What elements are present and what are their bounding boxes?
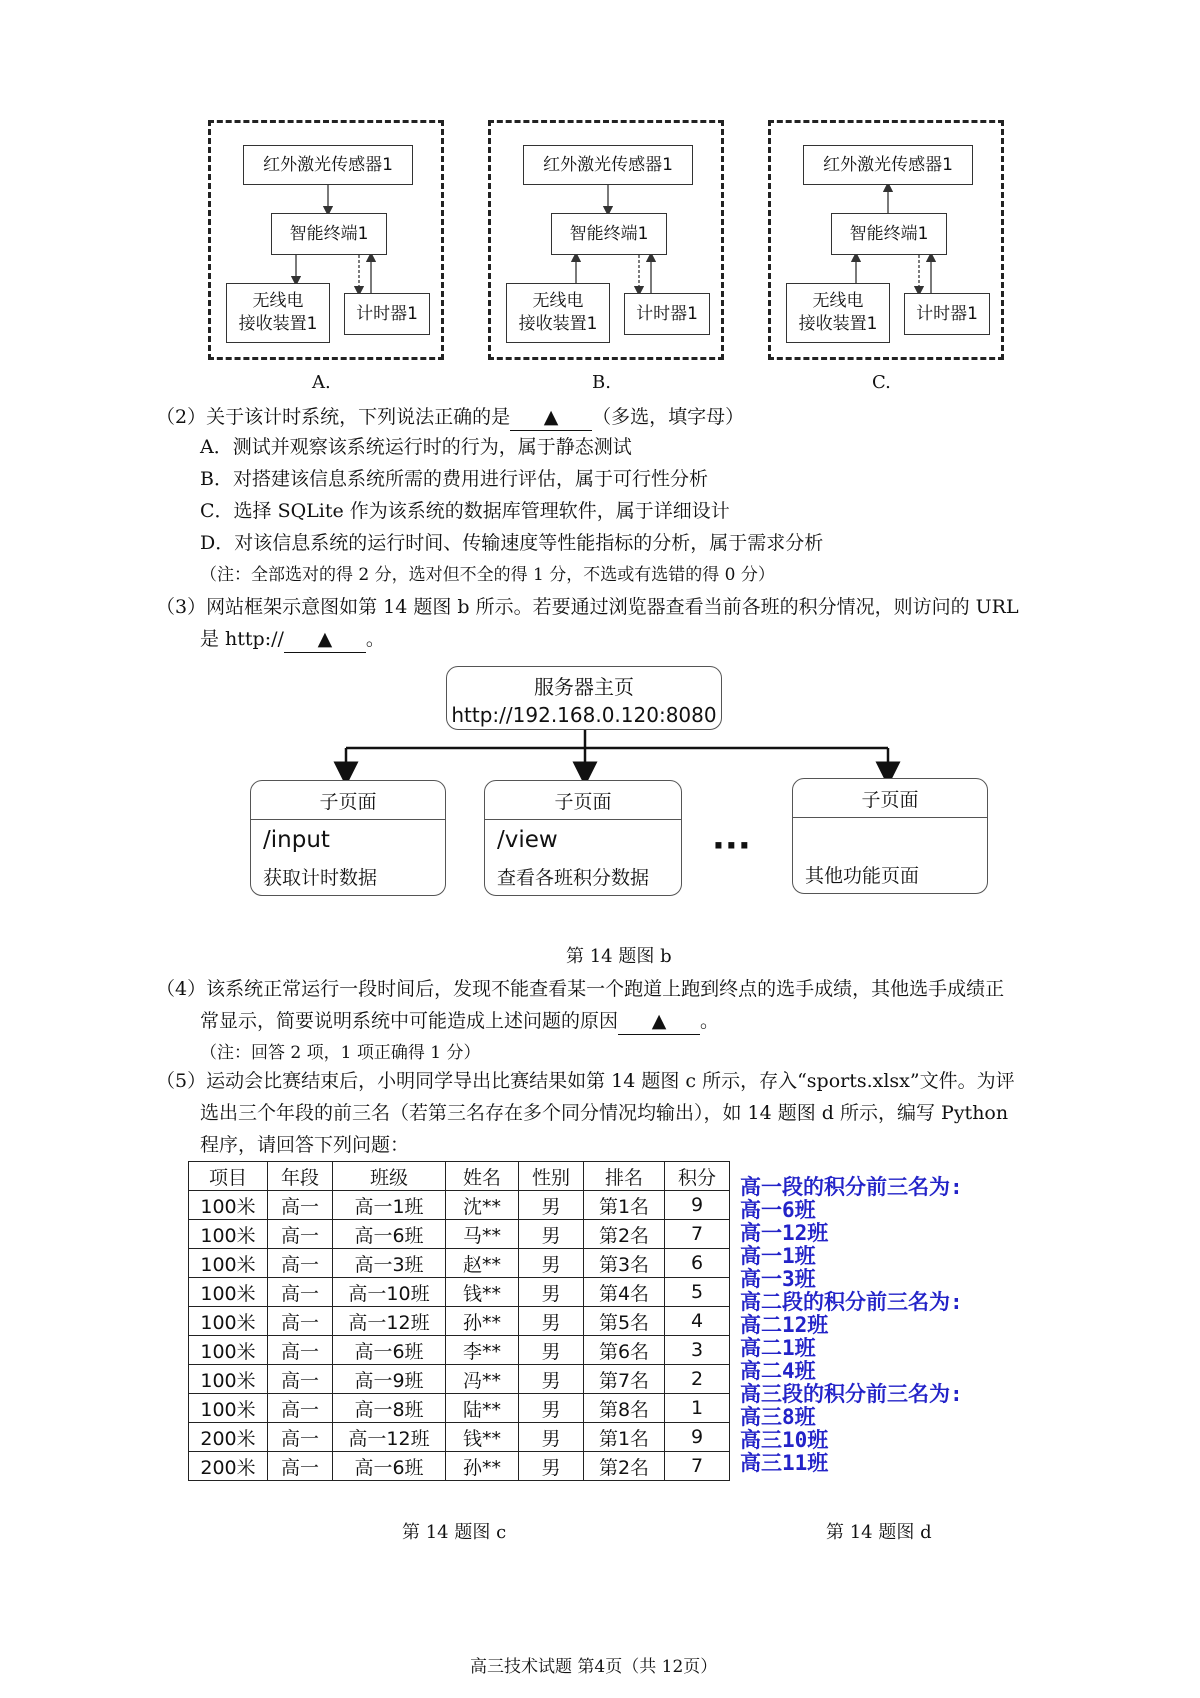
table-cell: 高一 <box>268 1452 333 1481</box>
q4-line2-suffix: 。 <box>700 1010 720 1032</box>
q2-option-d: D．对该信息系统的运行时间、传输速度等性能指标的分析，属于需求分析 <box>200 532 824 554</box>
table-cell: 9 <box>665 1191 730 1220</box>
output-line: 高一12班 <box>740 1221 829 1245</box>
table-cell: 100米 <box>189 1220 268 1249</box>
table-cell: 高一9班 <box>333 1365 446 1394</box>
table-cell: 男 <box>519 1307 584 1336</box>
infrared-sensor-box: 红外激光传感器1 <box>243 145 413 185</box>
subpage-description: 查看各班积分数据 <box>497 867 650 889</box>
column-header: 姓名 <box>446 1162 519 1191</box>
radio-receiver-box: 无线电 接收装置1 <box>226 283 330 343</box>
table-row <box>189 1307 730 1336</box>
table-cell: 马** <box>446 1220 519 1249</box>
table-cell: 高一6班 <box>333 1452 446 1481</box>
table-row <box>189 1191 730 1220</box>
q2-stem-text: （2）关于该计时系统，下列说法正确的是 <box>156 406 511 428</box>
q5-line2: 选出三个年段的前三名（若第三名存在多个同分情况均输出），如 14 题图 d 所示，编写 Python <box>200 1102 1009 1124</box>
subpage-view-box <box>484 780 682 896</box>
output-line: 高二段的积分前三名为: <box>740 1290 963 1314</box>
timer-box: 计时器1 <box>344 293 430 335</box>
table-cell: 7 <box>665 1452 730 1481</box>
figure-d-caption: 第 14 题图 d <box>826 1522 932 1543</box>
table-cell: 9 <box>665 1423 730 1452</box>
table-cell: 第1名 <box>584 1423 665 1452</box>
output-line: 高二12班 <box>740 1313 829 1337</box>
table-cell: 孙** <box>446 1452 519 1481</box>
subpage-input-box <box>250 780 446 896</box>
table-cell: 3 <box>665 1336 730 1365</box>
table-cell: 高一12班 <box>333 1423 446 1452</box>
diagram-option-label: A. <box>312 372 331 393</box>
table-cell: 男 <box>519 1452 584 1481</box>
column-header: 班级 <box>333 1162 446 1191</box>
table-cell: 高一8班 <box>333 1394 446 1423</box>
table-cell: 100米 <box>189 1278 268 1307</box>
table-cell: 7 <box>665 1220 730 1249</box>
q5-line3: 程序，请回答下列问题： <box>200 1134 410 1156</box>
table-cell: 第5名 <box>584 1307 665 1336</box>
table-cell: 男 <box>519 1365 584 1394</box>
table-cell: 第2名 <box>584 1220 665 1249</box>
table-cell: 100米 <box>189 1191 268 1220</box>
table-cell: 高一 <box>268 1365 333 1394</box>
table-cell: 陆** <box>446 1394 519 1423</box>
q2-stem-suffix: （多选，填字母） <box>592 406 745 428</box>
table-cell: 李** <box>446 1336 519 1365</box>
q4-line2 <box>200 1008 719 1035</box>
q3-line2-text: 是 http:// <box>200 628 284 650</box>
table-cell: 第3名 <box>584 1249 665 1278</box>
table-cell: 第6名 <box>584 1336 665 1365</box>
smart-terminal-box: 智能终端1 <box>831 213 947 255</box>
table-cell: 高一12班 <box>333 1307 446 1336</box>
subpage-header: 子页面 <box>485 781 681 820</box>
results-table <box>188 1161 730 1481</box>
table-cell: 100米 <box>189 1394 268 1423</box>
q2-answer-blank[interactable]: ▲ <box>510 404 592 431</box>
table-cell: 200米 <box>189 1452 268 1481</box>
table-cell: 高一 <box>268 1394 333 1423</box>
table-cell: 高一 <box>268 1423 333 1452</box>
table-row <box>189 1365 730 1394</box>
table-cell: 高一 <box>268 1307 333 1336</box>
column-header: 项目 <box>189 1162 268 1191</box>
diagram-option-label: B. <box>592 372 611 393</box>
table-cell: 男 <box>519 1278 584 1307</box>
table-cell: 高一 <box>268 1336 333 1365</box>
table-cell: 100米 <box>189 1307 268 1336</box>
table-cell: 钱** <box>446 1278 519 1307</box>
figure-c-caption: 第 14 题图 c <box>402 1522 507 1543</box>
timer-box: 计时器1 <box>624 293 710 335</box>
table-cell: 5 <box>665 1278 730 1307</box>
smart-terminal-box: 智能终端1 <box>551 213 667 255</box>
subpage-description: 其他功能页面 <box>805 865 920 887</box>
table-cell: 高一 <box>268 1220 333 1249</box>
table-cell: 高一6班 <box>333 1336 446 1365</box>
table-cell: 男 <box>519 1220 584 1249</box>
q4-scoring-note: （注：回答 2 项，1 项正确得 1 分） <box>200 1043 481 1063</box>
output-line: 高三8班 <box>740 1405 816 1429</box>
table-cell: 高一 <box>268 1278 333 1307</box>
column-header: 排名 <box>584 1162 665 1191</box>
q4-line2-text: 常显示，简要说明系统中可能造成上述问题的原因 <box>200 1010 619 1032</box>
q2-option-b: B．对搭建该信息系统所需的费用进行评估，属于可行性分析 <box>200 468 708 490</box>
program-output <box>740 1176 990 1475</box>
table-row <box>189 1336 730 1365</box>
table-cell: 第4名 <box>584 1278 665 1307</box>
table-cell: 100米 <box>189 1249 268 1278</box>
output-line: 高三段的积分前三名为: <box>740 1382 963 1406</box>
q2-option-c: C．选择 SQLite 作为该系统的数据库管理软件，属于详细设计 <box>200 500 730 522</box>
q3-line1: （3）网站框架示意图如第 14 题图 b 所示。若要通过浏览器查看当前各班的积分情况，则访问的 URL <box>156 596 1019 618</box>
smart-terminal-box: 智能终端1 <box>271 213 387 255</box>
table-cell: 男 <box>519 1336 584 1365</box>
table-cell: 4 <box>665 1307 730 1336</box>
page-footer: 高三技术试题 第4页（共 12页） <box>470 1657 718 1677</box>
subpage-header: 子页面 <box>793 779 987 818</box>
server-homepage-box <box>446 666 722 730</box>
table-cell: 男 <box>519 1191 584 1220</box>
radio-receiver-box: 无线电 接收装置1 <box>506 283 610 343</box>
table-row <box>189 1249 730 1278</box>
column-header: 积分 <box>665 1162 730 1191</box>
q2-scoring-note: （注：全部选对的得 2 分，选对但不全的得 1 分，不选或有选错的得 0 分） <box>200 565 775 585</box>
table-cell: 冯** <box>446 1365 519 1394</box>
table-cell: 第8名 <box>584 1394 665 1423</box>
table-cell: 高一1班 <box>333 1191 446 1220</box>
table-cell: 6 <box>665 1249 730 1278</box>
table-cell: 高一3班 <box>333 1249 446 1278</box>
diagram-option-label: C. <box>872 372 891 393</box>
server-url: http://192.168.0.120:8080 <box>451 703 717 727</box>
figure-b-caption: 第 14 题图 b <box>566 946 672 967</box>
output-line: 高一3班 <box>740 1267 816 1291</box>
table-row <box>189 1220 730 1249</box>
table-cell: 1 <box>665 1394 730 1423</box>
table-cell: 2 <box>665 1365 730 1394</box>
table-cell: 赵** <box>446 1249 519 1278</box>
radio-receiver-box: 无线电 接收装置1 <box>786 283 890 343</box>
server-title: 服务器主页 <box>534 675 634 699</box>
table-cell: 第2名 <box>584 1452 665 1481</box>
output-line: 高二1班 <box>740 1336 816 1360</box>
output-line: 高三10班 <box>740 1428 829 1452</box>
table-cell: 男 <box>519 1423 584 1452</box>
q5-line1: （5）运动会比赛结束后，小明同学导出比赛结果如第 14 题图 c 所示，存入“sports.xlsx”文件。为评 <box>156 1070 1015 1092</box>
q3-line2-suffix: 。 <box>365 628 385 650</box>
timer-box: 计时器1 <box>904 293 990 335</box>
output-line: 高二4班 <box>740 1359 816 1383</box>
table-row <box>189 1278 730 1307</box>
q4-line1: （4）该系统正常运行一段时间后，发现不能查看某一个跑道上跑到终点的选手成绩，其他选手成绩正 <box>156 978 1005 1000</box>
table-cell: 高一 <box>268 1249 333 1278</box>
table-row <box>189 1452 730 1481</box>
output-line: 高三11班 <box>740 1451 829 1475</box>
subpage-other-box <box>792 778 988 894</box>
q3-answer-blank[interactable]: ▲ <box>284 626 366 653</box>
ellipsis: ··· <box>712 826 751 866</box>
table-row <box>189 1423 730 1452</box>
q4-answer-blank[interactable]: ▲ <box>618 1008 700 1035</box>
output-line: 高一段的积分前三名为: <box>740 1175 963 1199</box>
output-line: 高一6班 <box>740 1198 816 1222</box>
table-cell: 钱** <box>446 1423 519 1452</box>
infrared-sensor-box: 红外激光传感器1 <box>523 145 693 185</box>
table-cell: 100米 <box>189 1336 268 1365</box>
infrared-sensor-box: 红外激光传感器1 <box>803 145 973 185</box>
table-cell: 男 <box>519 1394 584 1423</box>
subpage-description: 获取计时数据 <box>263 867 378 889</box>
table-row <box>189 1394 730 1423</box>
column-header: 性别 <box>519 1162 584 1191</box>
subpage-path: /input <box>263 827 330 853</box>
output-line: 高一1班 <box>740 1244 816 1268</box>
table-cell: 100米 <box>189 1365 268 1394</box>
table-cell: 高一10班 <box>333 1278 446 1307</box>
table-cell: 沈** <box>446 1191 519 1220</box>
table-cell: 高一6班 <box>333 1220 446 1249</box>
table-header-row <box>189 1162 730 1191</box>
table-cell: 男 <box>519 1249 584 1278</box>
q2-option-a: A．测试并观察该系统运行时的行为，属于静态测试 <box>200 436 632 458</box>
table-cell: 高一 <box>268 1191 333 1220</box>
table-cell: 第7名 <box>584 1365 665 1394</box>
table-cell: 第1名 <box>584 1191 665 1220</box>
subpage-path: /view <box>497 827 558 853</box>
table-cell: 孙** <box>446 1307 519 1336</box>
subpage-header: 子页面 <box>251 781 445 820</box>
table-cell: 200米 <box>189 1423 268 1452</box>
column-header: 年段 <box>268 1162 333 1191</box>
